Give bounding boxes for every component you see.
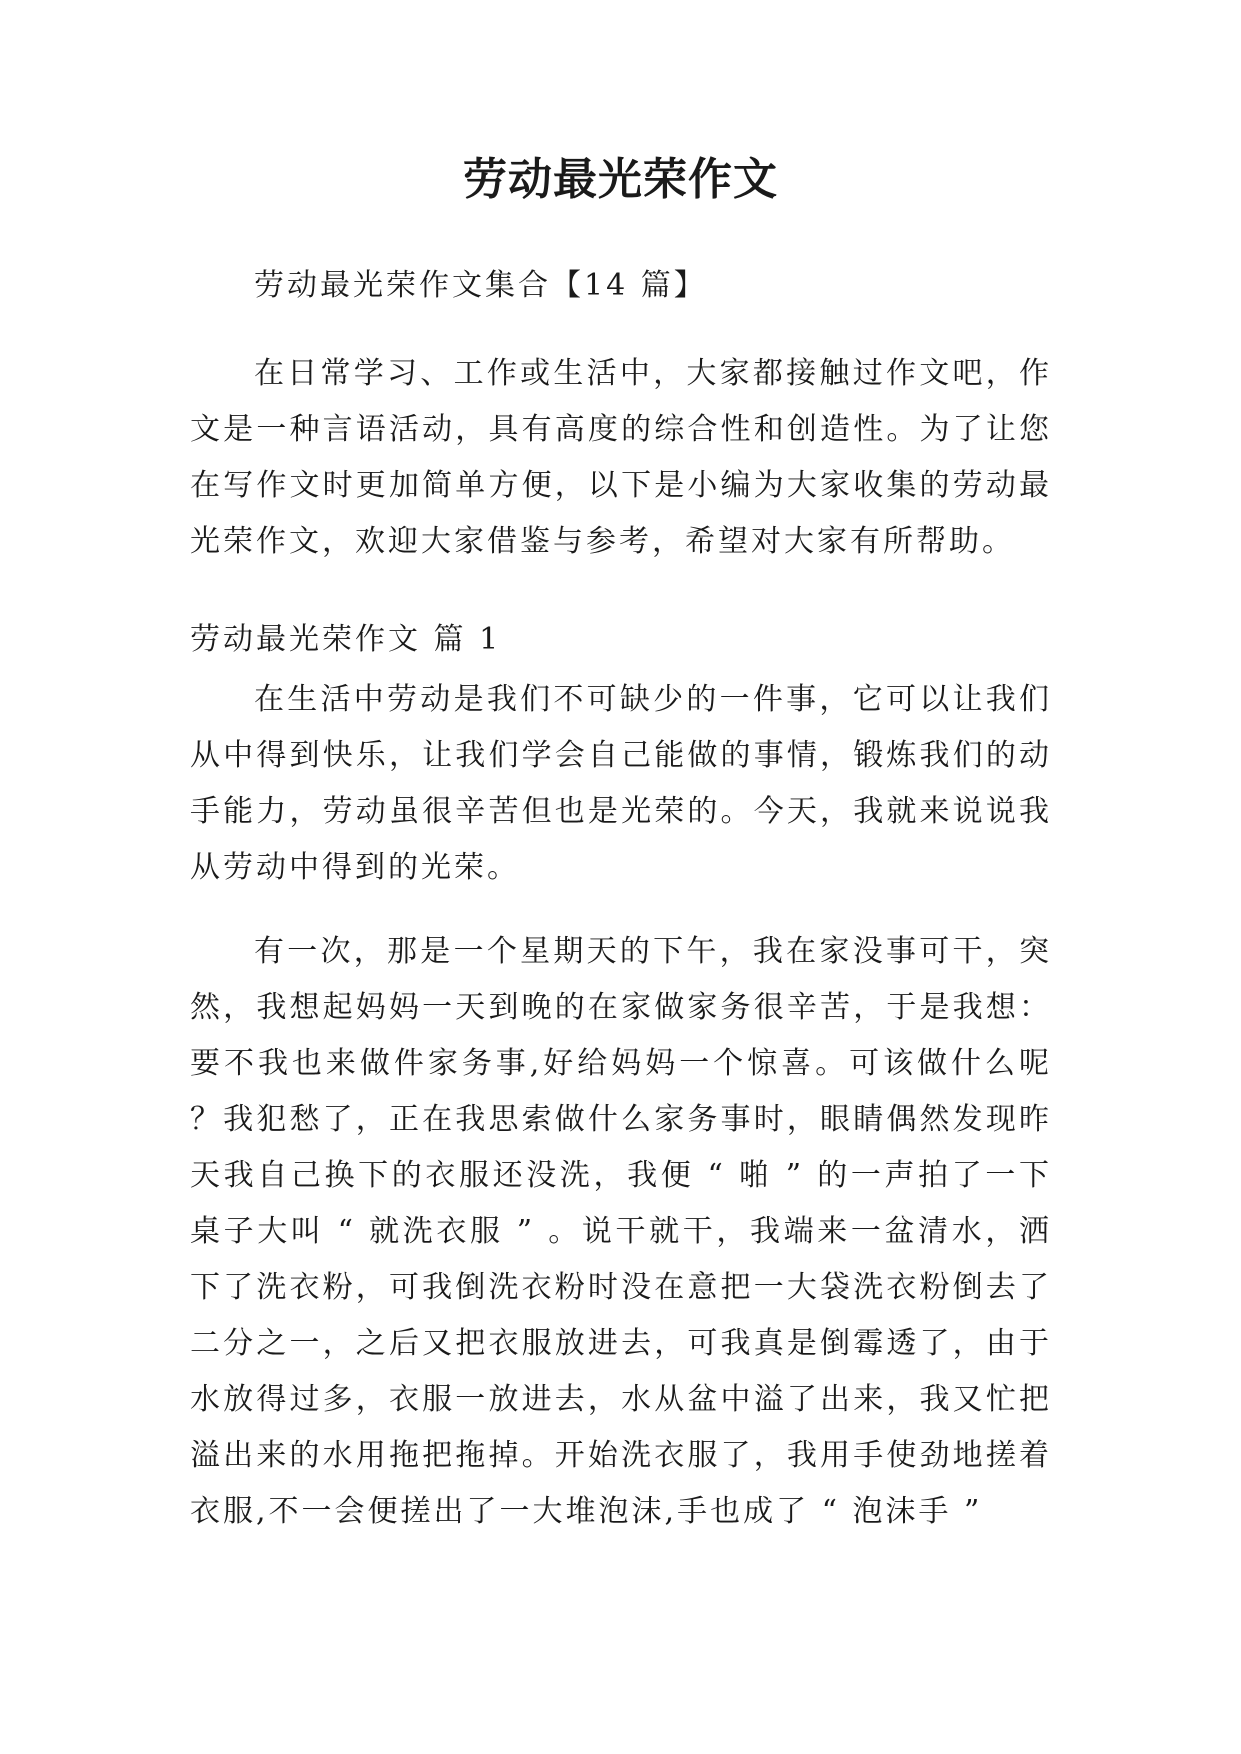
collection-subtitle: 劳动最光荣作文集合【14 篇】 (254, 268, 707, 303)
document-title: 劳动最光荣作文 (463, 154, 778, 205)
section-heading: 劳动最光荣作文 篇 1 (190, 622, 502, 657)
body-paragraph-1: 在生活中劳动是我们不可缺少的一件事，它可以让我们从中得到快乐，让我们学会自己能做的事情，锻炼我们的动手能力，劳动虽很辛苦但也是光荣的。今天，我就来说说我从劳动中得到的光荣。 (190, 682, 1052, 885)
body-paragraph-2: 有一次，那是一个星期天的下午，我在家没事可干，突然，我想起妈妈一天到晚的在家做家务很辛苦，于是我想：要不我也来做件家务事,好给妈妈一个惊喜。可该做什么呢 ？我犯愁了，正在我思索做什么家务事时，眼睛偶然发现昨天我自己换下的衣服还没洗，我便 “ 啪 ” 的一声拍了一下桌子大叫 “ 就洗衣服 ” 。说干就干，我端来一盆清水，洒下了洗衣粉，可我倒洗衣粉时没在意把一大袋洗衣粉倒去了二分之一，之后又把衣服放进去，可我真是倒霉透了，由于水放得过多，衣服一放进去，水从盆中溢了出来，我又忙把溢出来的水用拖把拖掉。开始洗衣服了，我用手使劲地搓着衣服,不一会便搓出了一大堆泡沫,手也成了 “ 泡沫手 ” (190, 934, 1052, 1529)
intro-paragraph: 在日常学习、工作或生活中，大家都接触过作文吧，作文是一种言语活动，具有高度的综合性和创造性。为了让您在写作文时更加简单方便，以下是小编为大家收集的劳动最光荣作文，欢迎大家借鉴与参考，希望对大家有所帮助。 (190, 356, 1052, 559)
